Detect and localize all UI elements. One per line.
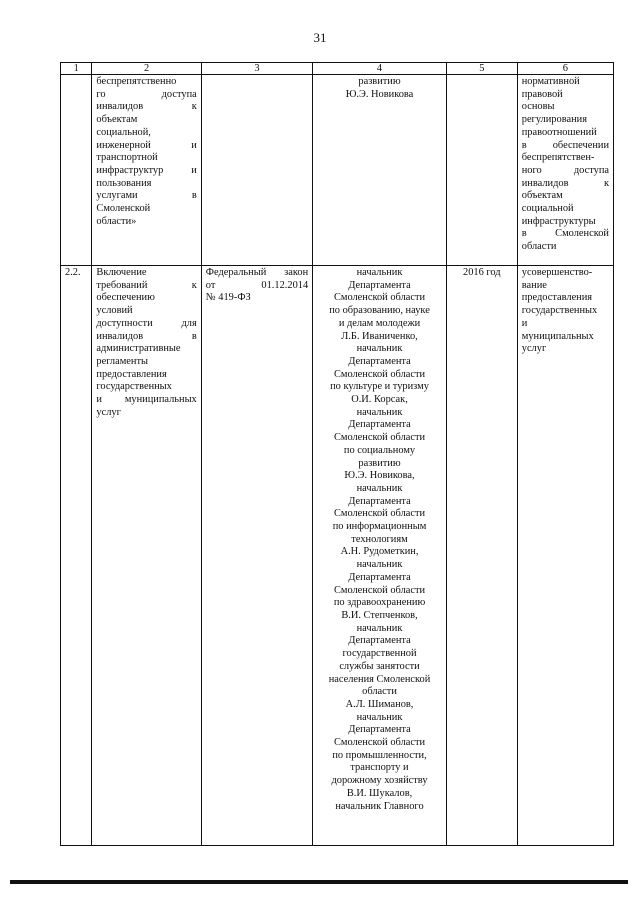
text-line: объектам bbox=[96, 114, 138, 126]
text-line: муниципальных bbox=[521, 330, 594, 342]
text-line: технологиям bbox=[351, 533, 408, 545]
text-line: транспортной bbox=[96, 152, 158, 164]
text-line: и делам молодежи bbox=[338, 317, 421, 329]
text-line: Смоленской области bbox=[333, 737, 426, 749]
text-line: правоотношений bbox=[521, 126, 597, 138]
legal-basis-cell bbox=[201, 266, 312, 846]
text-line: области bbox=[521, 241, 557, 253]
text-line: Ю.Э. Новикова bbox=[345, 88, 414, 100]
text-line: инвалидов в bbox=[96, 330, 197, 342]
bottom-rule bbox=[10, 880, 628, 884]
item-number-cell bbox=[61, 75, 92, 266]
text-line: нормативной bbox=[521, 76, 580, 87]
text-line: начальник bbox=[356, 622, 403, 634]
text-line: Включение bbox=[96, 267, 147, 278]
text-line: начальник bbox=[356, 559, 403, 571]
text-line: доступности для bbox=[96, 317, 197, 329]
text-line: социальной bbox=[521, 203, 574, 215]
text-line: государственных bbox=[521, 305, 598, 317]
measures-table bbox=[60, 62, 614, 846]
text-line: предоставления bbox=[96, 368, 167, 380]
item-number-cell: 2.2. bbox=[61, 266, 92, 846]
text-line: от 01.12.2014 bbox=[205, 279, 309, 291]
text-line: дорожному хозяйству bbox=[331, 775, 428, 787]
text-line: административные bbox=[96, 343, 181, 355]
text-line: службы занятости bbox=[339, 660, 420, 672]
legal-basis-cell bbox=[201, 75, 312, 266]
responsible-cell bbox=[313, 266, 447, 846]
text-line: регламенты bbox=[96, 355, 148, 367]
text-line: по здравоохранению bbox=[333, 597, 426, 609]
text-line: Смоленской области bbox=[333, 432, 426, 444]
expected-result-cell bbox=[517, 266, 613, 846]
text-line: Департамента bbox=[348, 495, 411, 507]
column-header: 2 bbox=[92, 63, 201, 75]
text-line: области bbox=[362, 686, 397, 698]
text-line: объектам bbox=[521, 190, 563, 202]
text-line: Департамента bbox=[348, 419, 411, 431]
text-line: Смоленской bbox=[96, 203, 151, 215]
text-line: по промышленности, bbox=[332, 749, 427, 761]
text-line: А.Н. Рудометкин, bbox=[340, 546, 419, 558]
table-row bbox=[61, 266, 614, 846]
expected-result-cell bbox=[517, 75, 613, 266]
text-line: беспрепятствен- bbox=[521, 152, 595, 164]
text-line: Смоленской области bbox=[333, 508, 426, 520]
text-line: Департамента bbox=[348, 571, 411, 583]
responsible-cell bbox=[313, 75, 447, 266]
text-line: Смоленской области bbox=[333, 368, 426, 380]
text-line: требований к bbox=[96, 279, 197, 291]
text-line: Смоленской области bbox=[333, 292, 426, 304]
column-header: 6 bbox=[517, 63, 613, 75]
text-line: Департамента bbox=[348, 279, 411, 291]
text-line: услугами в bbox=[96, 190, 197, 202]
text-line: Ю.Э. Новикова, bbox=[344, 470, 415, 482]
text-line: беспрепятственно bbox=[96, 76, 177, 87]
text-line: развитию bbox=[358, 76, 401, 87]
text-line: вание bbox=[521, 279, 547, 291]
text-line: № 419-ФЗ bbox=[205, 292, 251, 304]
text-line: О.И. Корсак, bbox=[351, 394, 408, 406]
column-header: 5 bbox=[446, 63, 517, 75]
text-line: ного доступа bbox=[521, 164, 609, 176]
text-line: инфраструктуры bbox=[521, 215, 596, 227]
text-line: в Смоленской bbox=[521, 228, 609, 240]
text-line: начальник bbox=[356, 406, 403, 418]
text-line: по информационным bbox=[332, 521, 427, 533]
text-line: по культуре и туризму bbox=[330, 381, 429, 393]
text-line: пользования bbox=[96, 177, 152, 189]
text-line: в обеспечении bbox=[521, 139, 609, 151]
text-line: Департамента bbox=[348, 724, 411, 736]
text-line: по образованию, науке bbox=[329, 305, 430, 317]
text-line: государственных bbox=[96, 381, 172, 393]
term-cell: 2016 год bbox=[446, 266, 517, 846]
text-line: и муниципальных bbox=[96, 394, 197, 406]
column-header: 3 bbox=[201, 63, 312, 75]
table-row bbox=[61, 75, 614, 266]
text-line: В.И. Шукалов, bbox=[346, 787, 413, 799]
measure-cell bbox=[92, 75, 201, 266]
text-line: социальной, bbox=[96, 126, 151, 138]
text-line: начальник bbox=[356, 267, 403, 278]
text-line: правовой bbox=[521, 88, 563, 100]
text-line: транспорту и bbox=[350, 762, 409, 774]
text-line: го доступа bbox=[96, 88, 197, 100]
text-line: Федеральный закон bbox=[205, 267, 309, 278]
text-line: по социальному bbox=[343, 444, 416, 456]
text-line: Смоленской области bbox=[333, 584, 426, 596]
measure-cell bbox=[92, 266, 201, 846]
text-line: развитию bbox=[358, 457, 401, 469]
text-line: услуг bbox=[96, 406, 121, 418]
text-line: населения Смоленской bbox=[328, 673, 431, 685]
text-line: обеспечению bbox=[96, 292, 155, 304]
text-line: Департамента bbox=[348, 355, 411, 367]
text-line: А.Л. Шиманов, bbox=[345, 698, 414, 710]
text-line: инфраструктур и bbox=[96, 164, 197, 176]
text-line: инженерной и bbox=[96, 139, 197, 151]
text-line: Л.Б. Иваниченко, bbox=[341, 330, 418, 342]
text-line: начальник bbox=[356, 343, 403, 355]
term-cell bbox=[446, 75, 517, 266]
text-line: государственной bbox=[342, 648, 417, 660]
table-header-row bbox=[61, 63, 614, 75]
text-line: начальник bbox=[356, 711, 403, 723]
text-line: и bbox=[521, 317, 528, 329]
text-line: начальник bbox=[356, 482, 403, 494]
text-line: В.И. Степченков, bbox=[341, 609, 418, 621]
text-line: Департамента bbox=[348, 635, 411, 647]
column-header: 1 bbox=[61, 63, 92, 75]
text-line: инвалидов к bbox=[521, 177, 609, 189]
text-line: услуг bbox=[521, 343, 547, 355]
text-line: инвалидов к bbox=[96, 101, 197, 113]
column-header: 4 bbox=[313, 63, 447, 75]
text-line: области» bbox=[96, 215, 137, 227]
text-line: усовершенство- bbox=[521, 267, 593, 278]
text-line: начальник Главного bbox=[335, 800, 424, 812]
text-line: основы bbox=[521, 101, 555, 113]
text-line: условий bbox=[96, 305, 133, 317]
text-line: регулирования bbox=[521, 114, 587, 126]
page-number: 31 bbox=[313, 30, 327, 45]
text-line: предоставления bbox=[521, 292, 593, 304]
